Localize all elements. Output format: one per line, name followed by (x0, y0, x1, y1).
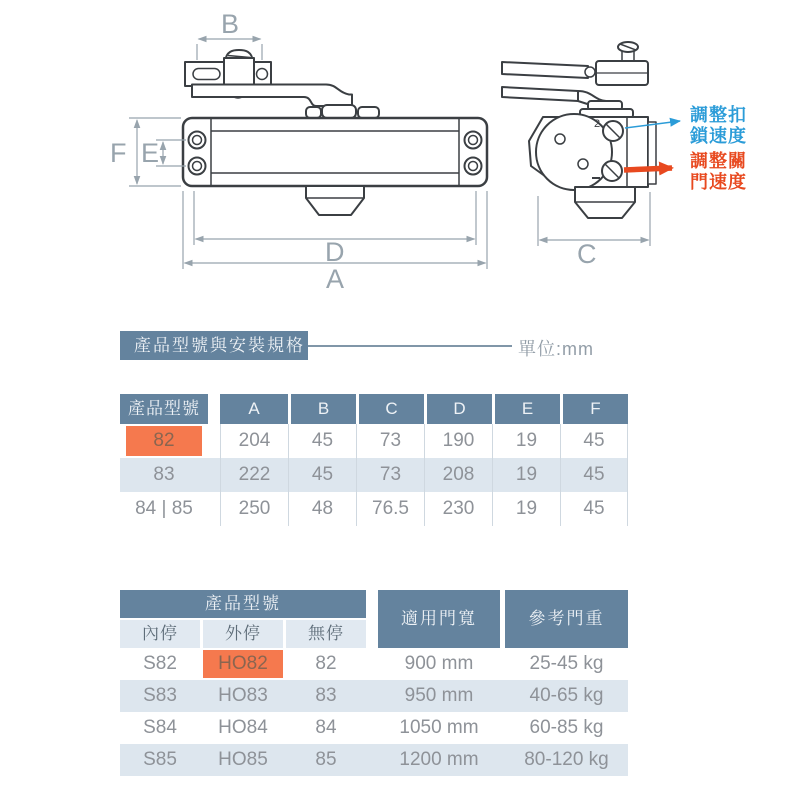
spec-model-cell: 84 | 85 (135, 498, 193, 519)
spec-model-cell: 83 (153, 464, 175, 485)
closer-arm (192, 85, 352, 107)
closing-speed-line1: 調整關 (690, 151, 747, 171)
model-table-row-85 (120, 744, 628, 776)
unit-label: 單位:mm (518, 339, 594, 359)
spec-value-cell: 45 (560, 492, 628, 526)
side-view-drawing (502, 42, 656, 218)
screw-hole-inner (193, 162, 202, 171)
model-cell: HO84 (218, 717, 268, 738)
door-weight-header: 參考門重 (505, 590, 628, 648)
spec-value-cell: 45 (288, 424, 356, 458)
spec-value-cell: 48 (288, 492, 356, 526)
model-cell: S85 (143, 749, 177, 770)
spec-header-d: D (424, 394, 492, 424)
latch-speed-line2: 鎖速度 (690, 126, 747, 146)
spec-table-row-82 (120, 424, 628, 458)
door-width-cell: 900 mm (404, 653, 474, 674)
dim-label-B: B (221, 9, 240, 39)
door-width-cell: 1050 mm (399, 717, 479, 738)
door-width-cell: 950 mm (404, 685, 474, 706)
door-weight-cell: 25-45 kg (529, 653, 604, 674)
dim-label-A: A (326, 264, 345, 294)
closing-speed-line2: 門速度 (690, 172, 747, 192)
stop-header-none: 無停 (286, 620, 366, 648)
pinion-flange-left (306, 107, 321, 118)
model-table (120, 590, 628, 776)
model-cell: HO85 (218, 749, 268, 770)
spec-table-row-84-85 (120, 492, 628, 526)
door-width-cell: 1200 mm (399, 749, 479, 770)
face-hole (578, 159, 588, 169)
closing-speed-arrow (624, 168, 672, 170)
spec-value-cell: 45 (560, 458, 628, 492)
dim-label-E: E (141, 138, 160, 168)
spec-value-cell: 250 (220, 492, 288, 526)
spec-value-cell: 19 (492, 424, 560, 458)
dim-label-C: C (577, 239, 597, 269)
spec-value-cell: 204 (220, 424, 288, 458)
stop-header-outer: 外停 (203, 620, 283, 648)
latch-speed-line1: 調整扣 (690, 105, 747, 125)
spec-value-cell: 45 (560, 424, 628, 458)
dim-label-F: F (110, 138, 127, 168)
spec-value-cell: 222 (220, 458, 288, 492)
bracket-slot-hole (193, 69, 220, 80)
model-cell: S82 (143, 653, 177, 674)
highlighted-model-ho82: HO82 (203, 650, 283, 678)
spec-value-cell: 76.5 (356, 492, 424, 526)
door-closer-technical-drawing (0, 0, 800, 312)
spec-value-cell: 208 (424, 458, 492, 492)
model-table-row-82 (120, 648, 628, 680)
section-title-rule (308, 345, 512, 347)
closing-speed-annotation (690, 151, 760, 193)
model-cell (203, 648, 283, 680)
model-cell: HO83 (218, 685, 268, 706)
spec-header-a: A (220, 394, 288, 424)
spec-header-f: F (560, 394, 628, 424)
model-cell: 84 (315, 717, 337, 738)
spec-value-cell: 73 (356, 458, 424, 492)
spec-header-e: E (492, 394, 560, 424)
spec-header-b: B (288, 394, 356, 424)
spec-header-model: 產品型號 (120, 394, 208, 424)
door-weight-cell: 60-85 kg (529, 717, 604, 738)
stop-header-inner: 內停 (120, 620, 200, 648)
screw-hole-inner (469, 162, 478, 171)
spec-header-gap (208, 394, 220, 424)
closer-body (183, 118, 487, 186)
model-cell: 82 (315, 653, 337, 674)
side-arm-upper (502, 62, 588, 78)
arm-knuckle-pin (585, 67, 595, 77)
model-cell: 83 (315, 685, 337, 706)
spec-table-row-83 (120, 458, 628, 492)
model-cell: S83 (143, 685, 177, 706)
spec-model-cell (120, 424, 208, 458)
spec-value-cell: 45 (288, 458, 356, 492)
door-weight-cell: 80-120 kg (524, 749, 609, 770)
door-weight-cell: 40-65 kg (529, 685, 604, 706)
model-table-row-84 (120, 712, 628, 744)
front-view-drawing (183, 50, 487, 215)
face-hole (555, 134, 565, 144)
spec-table (120, 394, 628, 526)
model-group-header: 產品型號 (120, 590, 366, 618)
cylinder-face (536, 114, 612, 190)
pinion-flange-center (322, 105, 356, 118)
latch-speed-annotation (690, 105, 760, 147)
highlighted-model-82: 82 (126, 426, 202, 456)
model-cell: S84 (143, 717, 177, 738)
spec-header-c: C (356, 394, 424, 424)
pinion-flange-right (358, 107, 379, 118)
dim-label-D: D (325, 237, 345, 267)
section-title: 產品型號與安裝規格 (120, 331, 308, 360)
spec-value-cell: 73 (356, 424, 424, 458)
model-table-row-83 (120, 680, 628, 712)
door-width-header: 適用門寬 (378, 590, 500, 648)
spec-value-cell: 19 (492, 492, 560, 526)
valve-number-mark: 2 (594, 118, 601, 130)
spec-table-header-row (120, 394, 628, 424)
spec-value-cell: 190 (424, 424, 492, 458)
spec-value-cell: 19 (492, 458, 560, 492)
model-cell: 85 (315, 749, 337, 770)
side-body-edge-plate (648, 122, 656, 184)
model-table-header (120, 590, 628, 648)
screw-hole-inner (193, 136, 202, 145)
side-arm-lower (502, 87, 578, 101)
spec-value-cell: 230 (424, 492, 492, 526)
valve-nozzle (306, 186, 364, 215)
screw-hole-inner (469, 136, 478, 145)
